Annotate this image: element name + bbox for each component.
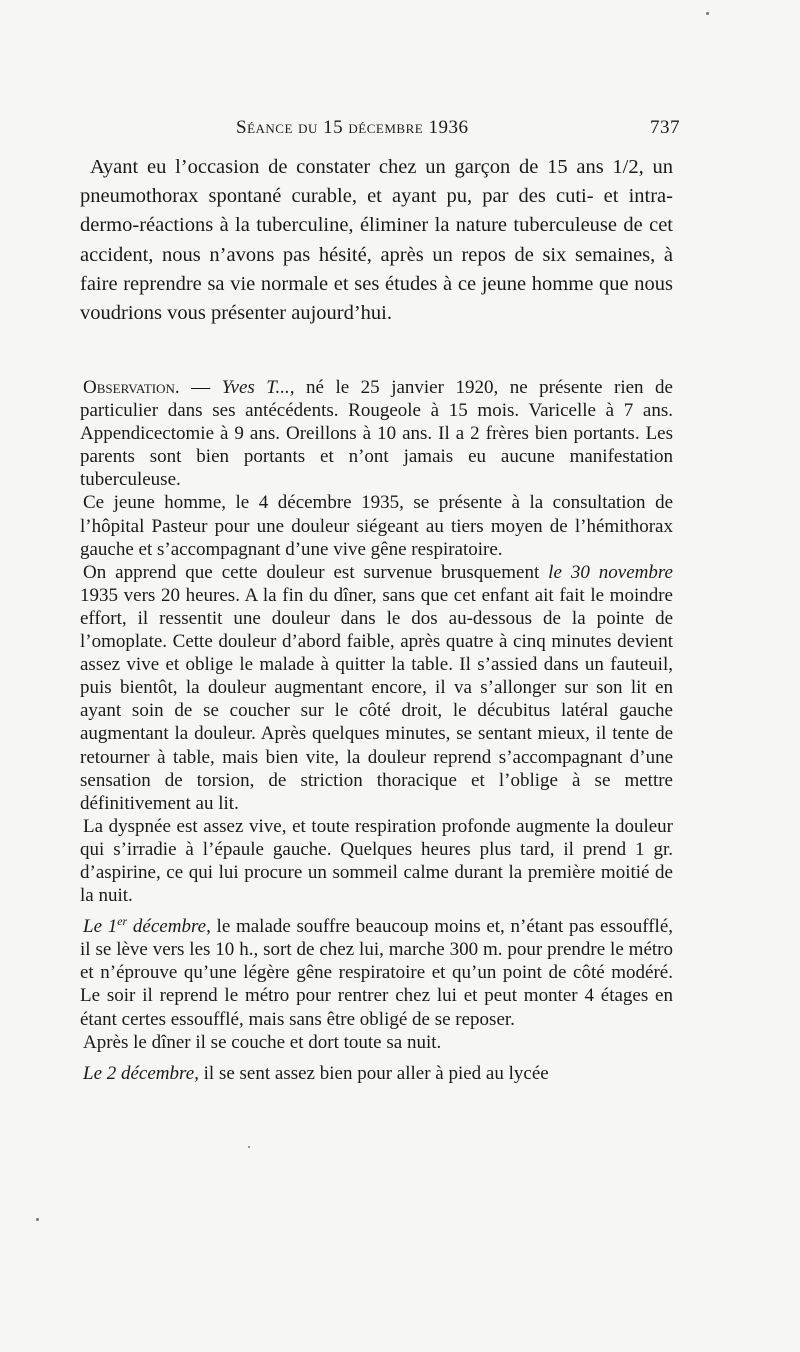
observation-paragraph bbox=[80, 376, 673, 491]
patient-name: Yves T..., bbox=[221, 377, 295, 398]
paragraph-after-dinner: Après le dîner il se couche et dort toute sa nuit. bbox=[83, 1031, 442, 1053]
observation-section bbox=[80, 376, 673, 1085]
scan-speck bbox=[248, 1146, 250, 1148]
paragraph-consultation: Ce jeune homme, le 4 décembre 1935, se présente à la consultation de l’hôpital Pasteur pour une douleur siégeant au tiers moyen de l’hémithorax gauche et s’accompagnant d’une vive gêne respiratoire. bbox=[80, 492, 673, 560]
intro-text: Ayant eu l’occasion de constater chez un garçon de 15 ans 1/2, un pneumothorax spontané curable, et ayant pu, par des cuti- et intra-dermo-réactions à la tuberculine, éliminer la nature tuberculeuse de cet accident, nous n’avons pas hésité, après un repos de six semaines, à faire reprendre sa vie normale et ses études à ce jeune homme que nous voudrions vous présenter aujourd’hui. bbox=[80, 156, 673, 325]
intro-paragraph bbox=[80, 153, 673, 328]
dec1-le: Le 1 bbox=[83, 916, 118, 938]
dec1-sup: er bbox=[117, 914, 128, 929]
onset-date: le 30 novembre bbox=[548, 561, 673, 583]
onset-start: On apprend que cette douleur est survenue brusquement bbox=[83, 561, 549, 583]
dec2-date: Le 2 décembre, bbox=[83, 1062, 199, 1084]
scan-speck bbox=[706, 12, 709, 15]
page-number: 737 bbox=[650, 117, 680, 138]
paragraph-onset bbox=[80, 561, 673, 815]
running-title: Séance du 15 décembre 1936 bbox=[236, 117, 469, 138]
dec1-date: décembre, bbox=[127, 916, 211, 938]
observation-label: Observation. bbox=[83, 377, 180, 398]
paragraph-december-1 bbox=[80, 915, 673, 1030]
onset-rest: 1935 vers 20 heures. A la fin du dîner, sans que cet enfant ait fait le moindre effort, il ressentit une douleur dans le dos au-dessous de la pointe de l’omoplate. Cette douleur d’abord faible, après quatre à cinq minutes devient assez vive et oblige le malade à quitter la table. Il s’assied dans un fauteuil, puis bientôt, la douleur augmentant encore, il va s’allonger sur son lit en ayant soin de se coucher sur le côté droit, le décubitus latéral gauche augmentant la douleur. Après quelques minutes, se sentant mieux, il tente de retourner à table, mais bien vite, la douleur reprend s’accompagnant d’une sensation de torsion, de striction thoracique et l’oblige à se mettre définitivement au lit. bbox=[80, 584, 673, 814]
dec1-rest: le malade souffre beaucoup moins et, n’étant pas essoufflé, il se lève vers les 10 h., sort de chez lui, marche 300 m. pour prendre le métro et n’éprouve qu’une légère gêne respiratoire et qu’un point de côté modéré. Le soir il reprend le métro pour rentrer chez lui et peut monter 4 étages en étant certes essoufflé, mais sans être obligé de se reposer. bbox=[80, 916, 674, 1030]
observation-text: né le 25 janvier 1920, ne présente rien de particulier dans ses antécédents. Rougeole à 15 mois. Varicelle à 7 ans. Appendicectomie à 9 ans. Oreillons à 10 ans. Il a 2 frères bien portants. Les parents sont bien portants et n’ont jamais eu aucune manifestation tuberculeuse. bbox=[80, 377, 673, 491]
paragraph-december-2 bbox=[80, 1062, 673, 1085]
observation-dash: — bbox=[179, 377, 222, 398]
dec2-rest: il se sent assez bien pour aller à pied au lycée bbox=[198, 1062, 549, 1084]
scan-speck bbox=[36, 1218, 39, 1221]
paragraph-dyspnea: La dyspnée est assez vive, et toute respiration profonde augmente la douleur qui s’irradie à l’épaule gauche. Quelques heures plus tard, il prend 1 gr. d’aspirine, ce qui lui procure un sommeil calme durant la première moitié de la nuit. bbox=[80, 815, 673, 907]
